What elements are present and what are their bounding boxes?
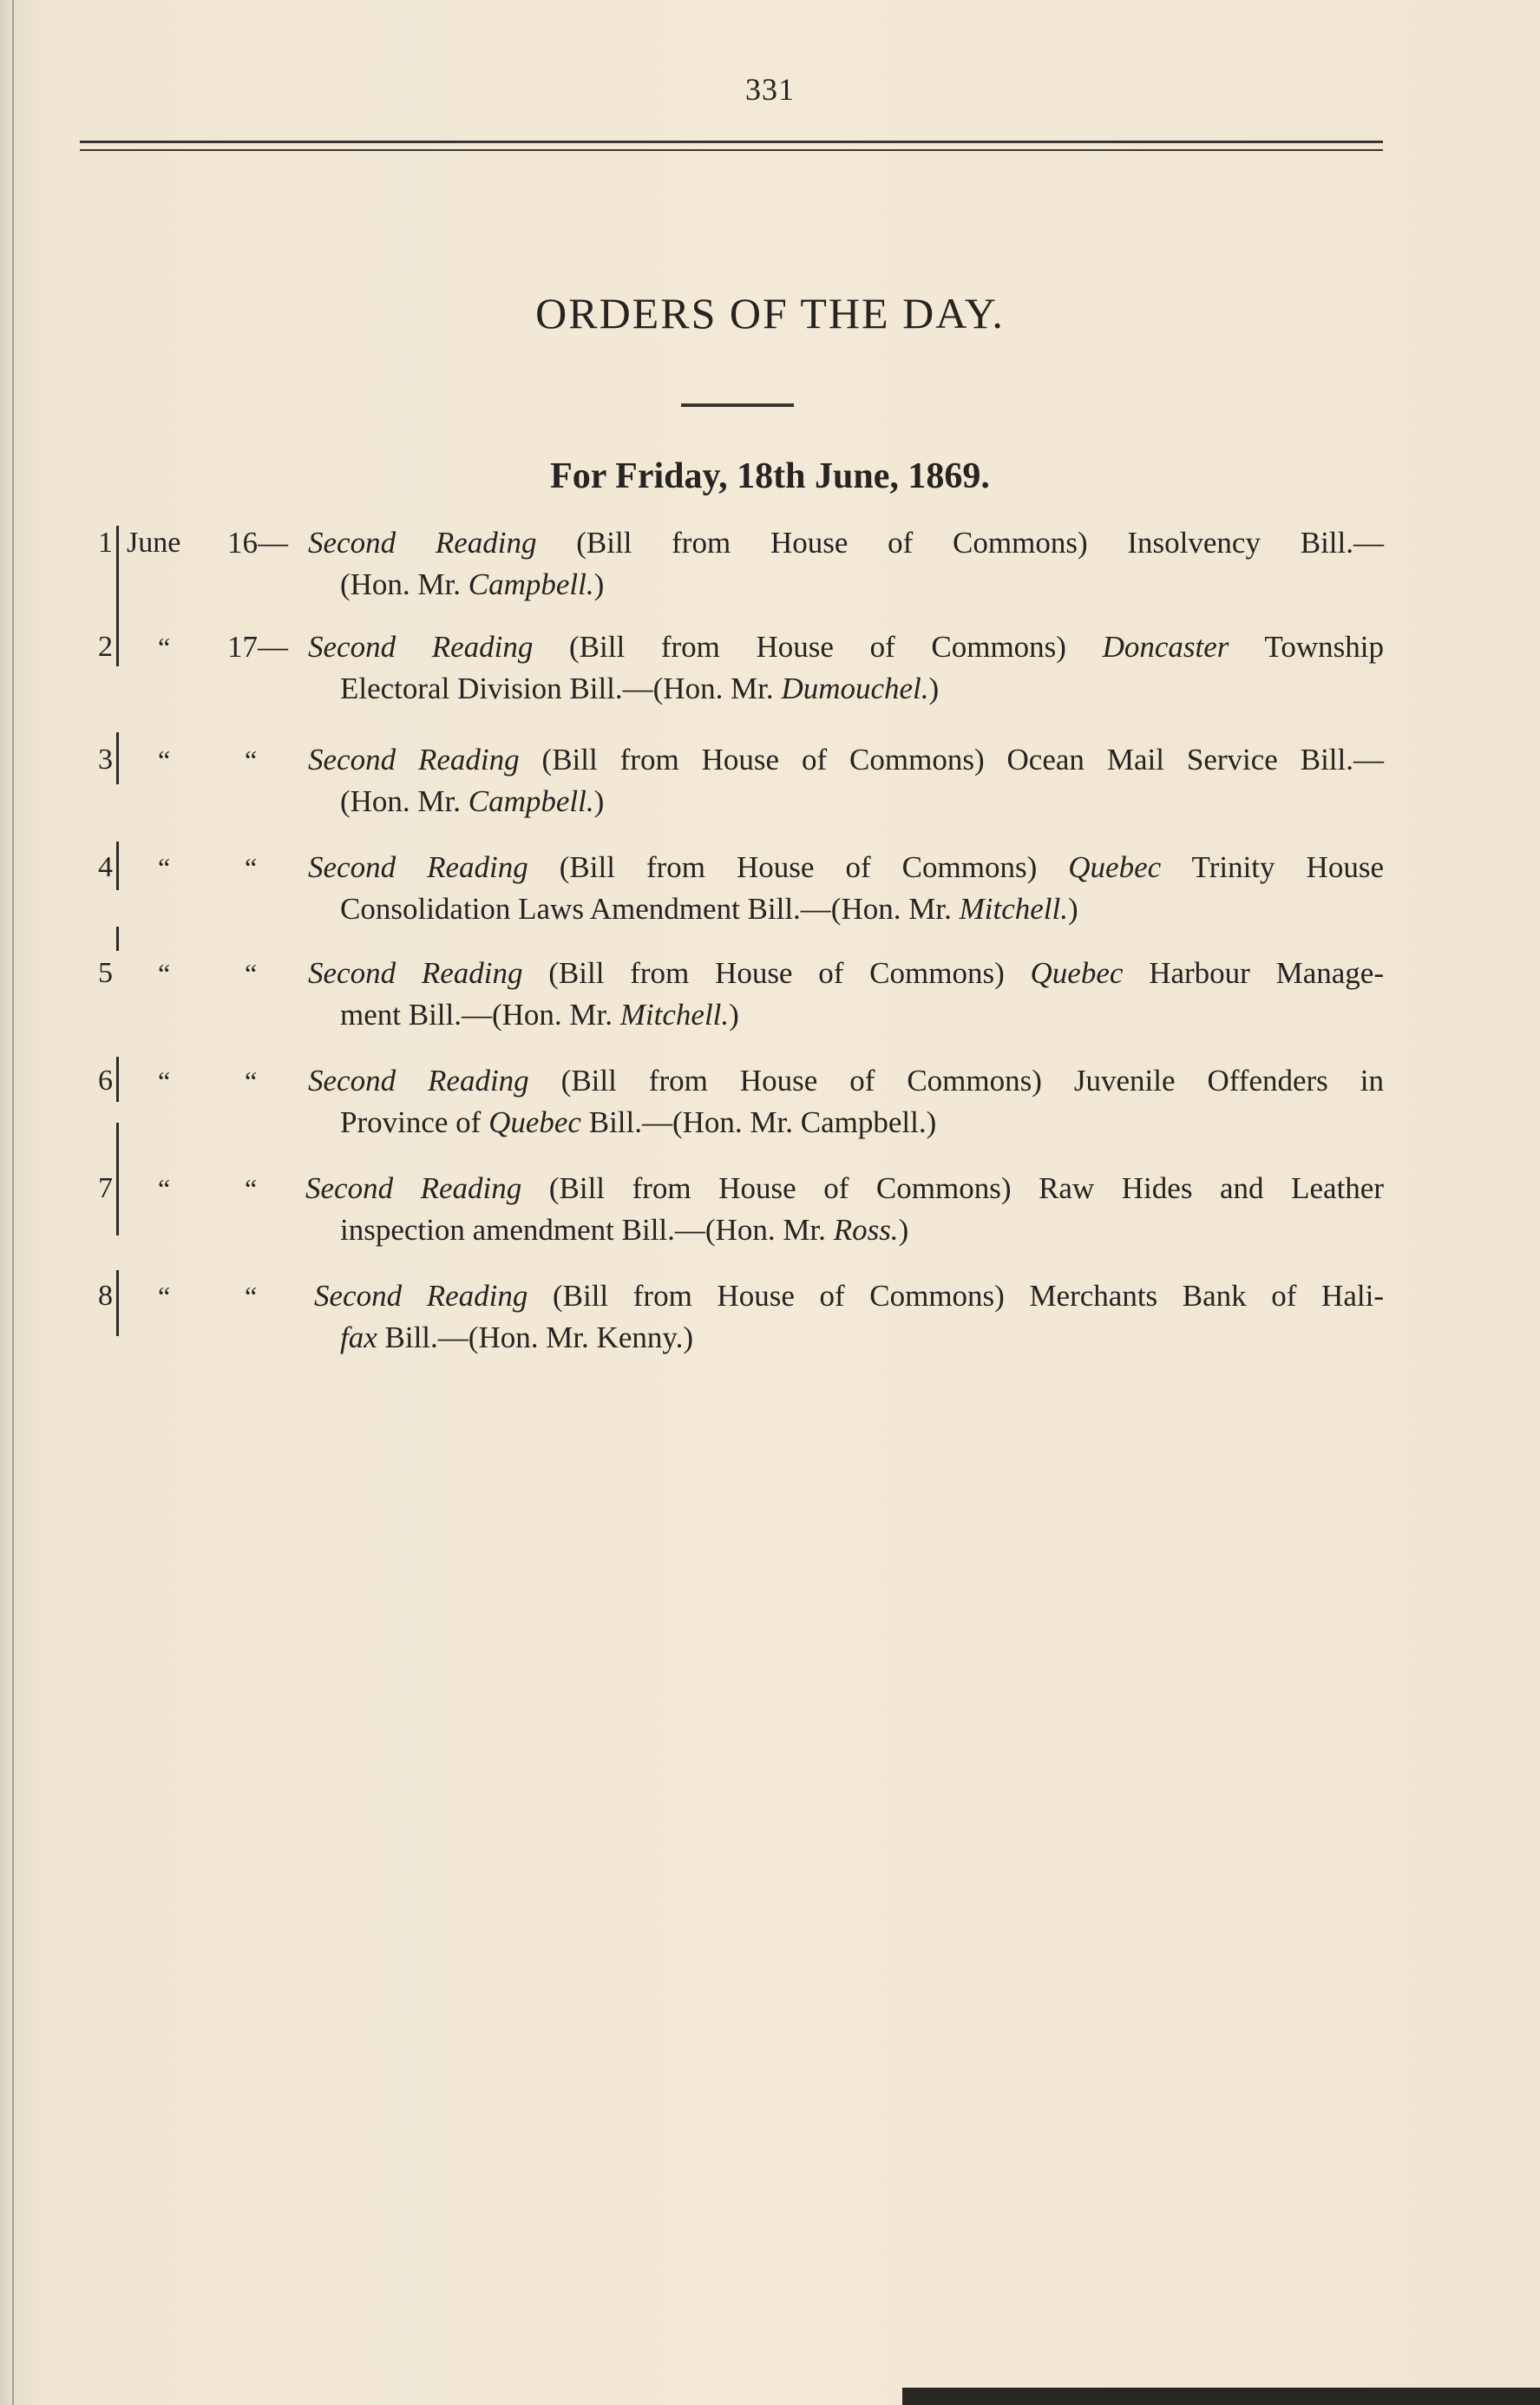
ditto-month: “ — [158, 1173, 171, 1204]
order-text-line2: inspection amendment Bill.—(Hon. Mr. Ross.) — [340, 1213, 909, 1247]
margin-bar — [116, 927, 119, 951]
date-subheading: For Friday, 18th June, 1869. — [550, 456, 990, 496]
order-number: 3 — [98, 744, 113, 776]
order-text-line2: Electoral Division Bill.—(Hon. Mr. Dumouchel.) — [340, 672, 940, 705]
order-number: 4 — [98, 851, 113, 883]
order-day: 17— — [227, 630, 288, 664]
order-number: 5 — [98, 957, 113, 989]
order-text-line2: Consolidation Laws Amendment Bill.—(Hon. Mr. Mitchell.) — [340, 892, 1078, 926]
margin-bar — [116, 732, 119, 784]
ditto-day: “ — [245, 744, 258, 776]
order-text-line2: fax Bill.—(Hon. Mr. Kenny.) — [340, 1320, 694, 1354]
order-text-line2: (Hon. Mr. Campbell.) — [340, 784, 605, 818]
reading-label: Second Reading — [308, 956, 523, 990]
order-text-line1: Second Reading (Bill from House of Commons) Juvenile Offenders in — [308, 1064, 1384, 1098]
ditto-day: “ — [245, 852, 258, 883]
order-number: 2 — [98, 631, 113, 663]
order-text-line2: Province of Quebec Bill.—(Hon. Mr. Campbell.) — [340, 1105, 937, 1139]
margin-bar — [116, 1057, 119, 1102]
reading-label: Second Reading — [305, 1171, 522, 1205]
order-text-line1: Second Reading (Bill from House of Commons) Ocean Mail Service Bill.— — [308, 743, 1384, 777]
order-day: 16— — [227, 526, 288, 560]
order-number: 8 — [98, 1280, 113, 1312]
reading-label: Second Reading — [308, 1064, 529, 1098]
order-month: June — [127, 527, 181, 559]
order-text-line1: Second Reading (Bill from House of Commons) Quebec Trinity House — [308, 850, 1384, 884]
ditto-day: “ — [245, 1065, 258, 1097]
reading-label: Second Reading — [308, 526, 537, 560]
margin-bar — [116, 1123, 119, 1235]
order-number: 1 — [98, 527, 113, 559]
reading-label: Second Reading — [308, 743, 520, 777]
margin-bar — [116, 526, 119, 571]
ditto-month: “ — [158, 958, 171, 989]
order-text-line1: Second Reading (Bill from House of Commons) Merchants Bank of Hali- — [314, 1279, 1384, 1313]
reading-label: Second Reading — [314, 1279, 528, 1313]
order-text-line2: ment Bill.—(Hon. Mr. Mitchell.) — [340, 998, 739, 1032]
page-number: 331 — [745, 72, 795, 107]
order-text-line2: (Hon. Mr. Campbell.) — [340, 567, 605, 601]
margin-bar — [116, 569, 119, 666]
order-text-line1: Second Reading (Bill from House of Commons) Doncaster Township — [308, 630, 1384, 664]
ditto-month: “ — [158, 744, 171, 776]
margin-bar — [116, 842, 119, 890]
ditto-day: “ — [245, 1173, 258, 1204]
ditto-month: “ — [158, 1281, 171, 1312]
page-title: ORDERS OF THE DAY. — [535, 289, 1005, 337]
order-text-line1: Second Reading (Bill from House of Commons) Quebec Harbour Manage- — [308, 956, 1384, 990]
ditto-month: “ — [158, 1065, 171, 1097]
ditto-month: “ — [158, 852, 171, 883]
order-text-line1: Second Reading (Bill from House of Commons) Insolvency Bill.— — [308, 526, 1384, 560]
reading-label: Second Reading — [308, 630, 534, 664]
margin-bar — [116, 1270, 119, 1336]
reading-label: Second Reading — [308, 850, 528, 884]
ditto-month: “ — [158, 632, 171, 663]
ditto-day: “ — [245, 958, 258, 989]
ditto-day: “ — [245, 1281, 258, 1312]
order-number: 6 — [98, 1065, 113, 1097]
order-text-line1: Second Reading (Bill from House of Commons) Raw Hides and Leather — [305, 1171, 1384, 1205]
order-number: 7 — [98, 1172, 113, 1204]
